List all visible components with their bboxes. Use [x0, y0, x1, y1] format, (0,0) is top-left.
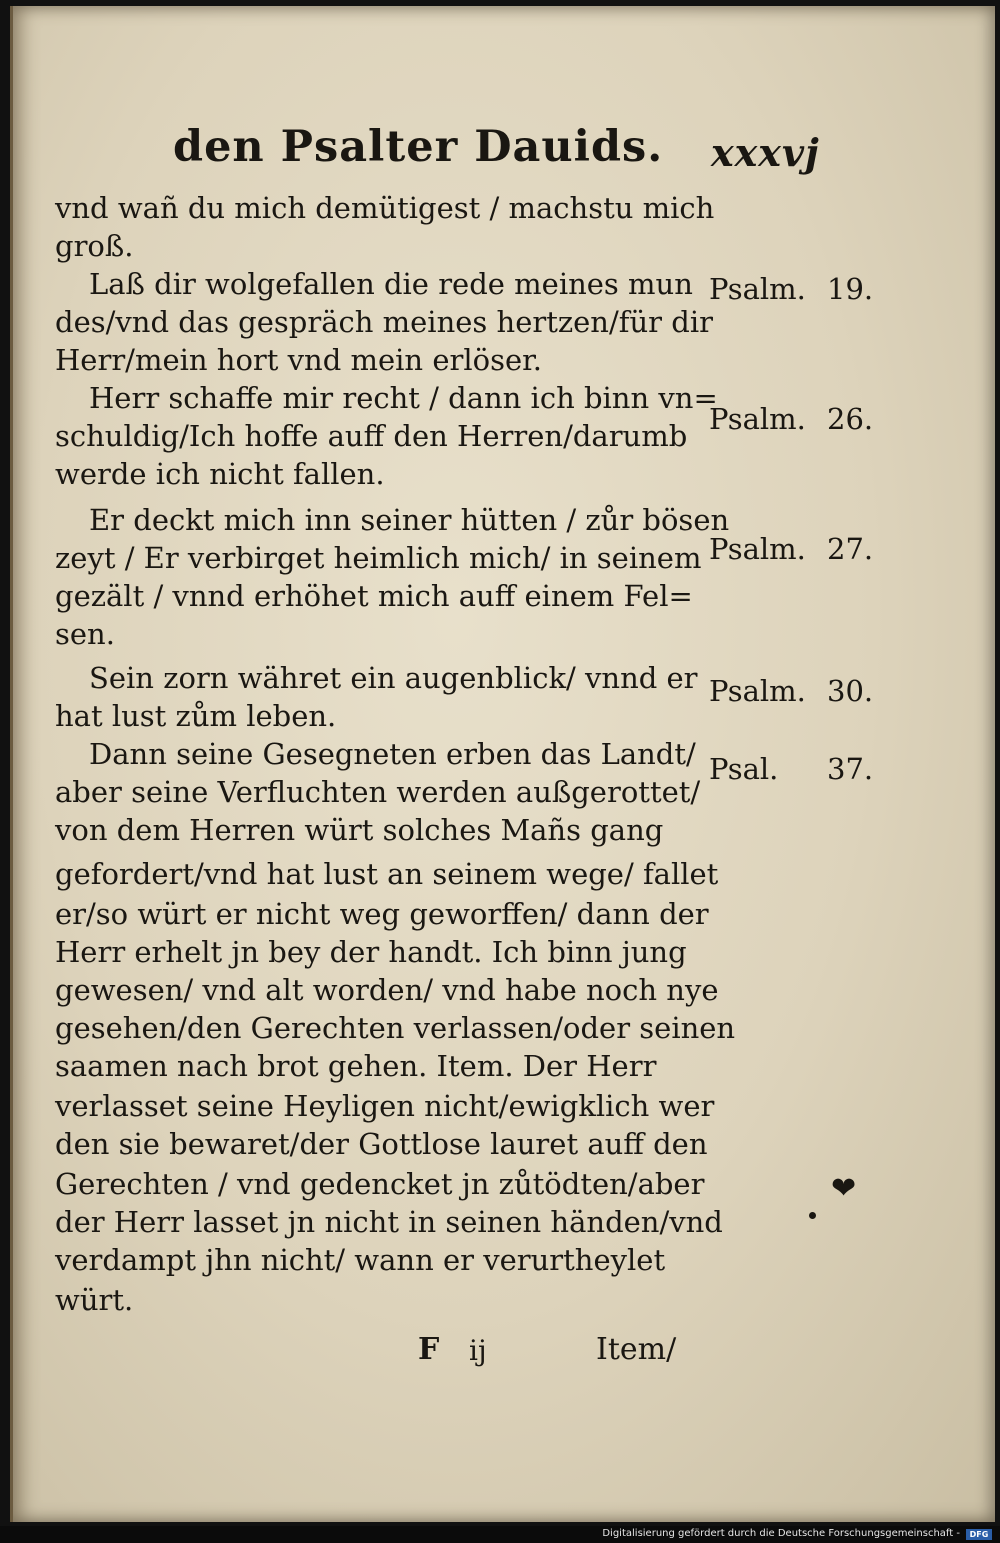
signature-mark: F: [418, 1332, 440, 1367]
text-line: sen.: [55, 617, 115, 651]
text-line: gesehen/den Gerechten verlassen/oder seinen: [55, 1011, 736, 1045]
text-line: verlasset seine Heyligen nicht/ewigklich wer: [55, 1089, 715, 1123]
text-line: Er deckt mich inn seiner hütten / zůr bösen: [89, 503, 730, 537]
margin-note-number: 37.: [827, 752, 874, 786]
margin-note-label: Psalm.: [709, 402, 806, 436]
margin-note-psalm: [709, 674, 879, 708]
text-line: vnd wañ du mich demütigest / machstu mich: [55, 191, 715, 225]
text-line: Sein zorn währet ein augenblick/ vnnd er: [89, 661, 698, 695]
margin-note-number: 19.: [827, 272, 874, 306]
text-line: Herr erhelt jn bey der handt. Ich binn jung: [55, 935, 687, 969]
text-line: würt.: [55, 1283, 134, 1317]
signature-number: ij: [469, 1334, 487, 1367]
margin-note-number: 27.: [827, 532, 874, 566]
margin-note-psalm: [709, 272, 879, 306]
folio-number: xxxvj: [711, 130, 820, 175]
text-line: den sie bewaret/der Gottlose lauret auff den: [55, 1127, 708, 1161]
dfg-logo-icon[interactable]: DFG: [966, 1529, 992, 1540]
text-line: saamen nach brot gehen. Item. Der Herr: [55, 1049, 657, 1083]
ink-dot: [809, 1212, 816, 1219]
text-line: werde ich nicht fallen.: [55, 457, 385, 491]
text-line: hat lust zům leben.: [55, 699, 337, 733]
text-line: gezält / vnnd erhöhet mich auff einem Fel=: [55, 579, 693, 613]
text-line: Laß dir wolgefallen die rede meines mun: [89, 267, 693, 301]
text-line: Herr/mein hort vnd mein erlöser.: [55, 343, 543, 377]
margin-note-label: Psalm.: [709, 532, 806, 566]
text-line: der Herr lasset jn nicht in seinen händen/vnd: [55, 1205, 723, 1239]
text-line: des/vnd das gespräch meines hertzen/für dir: [55, 305, 713, 339]
text-line: gefordert/vnd hat lust an seinem wege/ fallet: [55, 857, 719, 891]
book-page: [10, 6, 995, 1522]
text-line: groß.: [55, 229, 134, 263]
text-line: er/so würt er nicht weg geworffen/ dann der: [55, 897, 709, 931]
margin-note-label: Psalm.: [709, 674, 806, 708]
text-line: schuldig/Ich hoffe auff den Herren/darumb: [55, 419, 688, 453]
funding-credit: Digitalisierung gefördert durch die Deutsche Forschungsgemeinschaft -: [602, 1528, 960, 1539]
text-line: Gerechten / vnd gedencket jn zůtödten/aber: [55, 1167, 705, 1201]
text-line: Herr schaffe mir recht / dann ich binn vn=: [89, 381, 718, 415]
margin-note-psalm: [709, 752, 879, 786]
text-line: gewesen/ vnd alt worden/ vnd habe noch nye: [55, 973, 719, 1007]
text-line: zeyt / Er verbirget heimlich mich/ in seinem: [55, 541, 702, 575]
margin-note-psalm: [709, 532, 879, 566]
margin-note-label: Psalm.: [709, 272, 806, 306]
margin-note-label: Psal.: [709, 752, 779, 786]
text-line: Dann seine Gesegneten erben das Landt/: [89, 737, 696, 771]
running-head: den Psalter Dauids.: [173, 122, 664, 172]
margin-note-number: 30.: [827, 674, 874, 708]
catchword: Item/: [596, 1332, 677, 1367]
text-line: aber seine Verfluchten werden außgerottet/: [55, 775, 701, 809]
heart-ornament-icon: ❤: [831, 1171, 857, 1206]
margin-note-psalm: [709, 402, 879, 436]
margin-note-number: 26.: [827, 402, 874, 436]
text-line: verdampt jhn nicht/ wann er verurtheylet: [55, 1243, 666, 1277]
text-line: von dem Herren würt solches Mañs gang: [55, 813, 664, 847]
